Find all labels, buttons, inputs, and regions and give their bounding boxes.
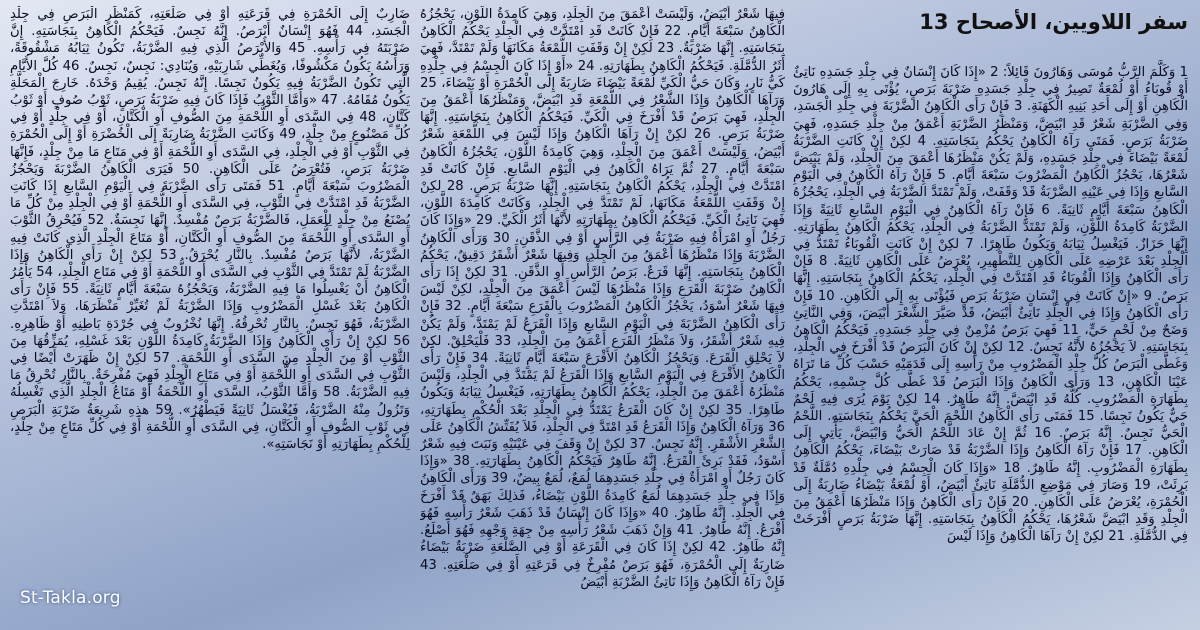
site-logo: St-Takla.org xyxy=(20,588,121,608)
text-column-left xyxy=(10,6,410,560)
text-column-right xyxy=(793,8,1188,626)
scripture-text-middle: فِيهَا شَعْرٌ أَبْيَضُ، وَلَيْسَتْ أَعْمَقَ مِنَ الْجِلْدِ، وَهِيَ كَامِدَةُ اللَّوْنِ، يَحْجُزُهُ الْكَاهِنُ سَبْعَةَ أَيَّامٍ. 22 فَإِنْ كَانَتْ قَدِ امْتَدَّتْ فِي الْجِلْدِ يَحْكُمُ الْكَاهِنُ بِنَجَاسَتِهِ. إِنَّهَا ضَرْبَةٌ. 23 لكِنْ إِنْ وَقَفَتِ اللُّمْعَةُ مَكَانَهَا وَلَمْ تَمْتَدَّ، فَهِيَ أَثَرُ الدُّمَّلَةِ. فَيَحْكُمُ الْكَاهِنُ بِطَهَارَتِهِ. 24 «أَوْ إِذَا كَانَ الْجِسْمُ فِي جِلْدِهِ كَيُّ نَارٍ، وَكَانَ حَيُّ الْكَيِّ لُمْعَةً بَيْضَاءَ ضَارِبَةً إِلَى الْحُمْرَةِ أَوْ بَيْضَاءَ، 25 وَرَآهَا الْكَاهِنُ وَإِذَا الشَّعْرُ فِي اللُّمْعَةِ قَدِ ابْيَضَّ، وَمَنْظَرُهَا أَعْمَقُ مِنَ الْجِلْدِ، فَهِيَ بَرَصٌ قَدْ أَفْرَخَ فِي الْكَيِّ. فَيَحْكُمُ الْكَاهِنُ بِنَجَاسَتِهِ. إِنَّهَا ضَرْبَةُ بَرَصٍ. 26 لكِنْ إِنْ رَآهَا الْكَاهِنُ وَإِذَا لَيْسَ فِي اللُّمْعَةِ شَعْرٌ أَبْيَضُ، وَلَيْسَتْ أَعْمَقَ مِنَ الْجِلْدِ، وَهِيَ كَامِدَةُ اللَّوْنِ، يَحْجُزُهُ الْكَاهِنُ سَبْعَةَ أَيَّامٍ. 27 ثُمَّ يَرَاهُ الْكَاهِنُ فِي الْيَوْمِ السَّابعِ. فَإِنْ كَانَتْ قَدِ امْتَدَّتْ فِي الْجِلْدِ، يَحْكُمُ الْكَاهِنُ بِنَجَاسَتِهِ. إِنَّهَا ضَرْبَةُ بَرَصٍ. 28 لكِنْ إِنْ وَقَفَتِ اللُّمْعَةُ مَكَانَهَا، لَمْ تَمْتَدَّ فِي الْجِلْدِ، وَكَانَتْ كَامِدَةَ اللَّوْنِ، فَهِيَ نَاتِئُ الْكَيِّ. فَيَحْكُمُ الْكَاهِنُ بِطَهَارَتِهِ لأَنَّهَا أَثَرُ الْكَيِّ. 29 «وَإِذَا كَانَ رَجُلٌ أَوِ امْرَأَةٌ فِيهِ ضَرْبَةٌ فِي الرَّأْسِ أَوْ فِي الذَّقَنِ، 30 وَرَأَى الْكَاهِنُ الضَّرْبَةَ وَإِذَا مَنْظَرُهَا أَعْمَقُ مِنَ الْجِلْدِ، وَفِيهَا شَعْرٌ أَشْقَرُ دَقِيقٌ، يَحْكُمُ الْكَاهِنُ بِنَجَاسَتِهِ. إِنَّهَا قَرَعٌ. بَرَصُ الرَّأْسِ أَوِ الذَّقَنِ. 31 لكِنْ إِذَا رَأَى الْكَاهِنُ ضَرْبَةَ الْقَرَعِ وَإِذَا مَنْظَرُهَا لَيْسَ أَعْمَقَ مِنَ الْجِلْدِ، لكِنْ لَيْسَ فِيهَا شَعْرٌ أَسْوَدُ، يَحْجُزُ الْكَاهِنُ الْمَضْرُوبَ بِالْقَرَعِ سَبْعَةَ أَيَّامٍ. 32 فَإِنْ رَأَى الْكَاهِنُ الضَّرْبَةَ فِي الْيَوْمِ السَّابعِ وَإِذَا الْقَرَعُ لَمْ يَمْتَدَّ، وَلَمْ يَكُنْ فِيهِ شَعْرٌ أَشْقَرُ، وَلاَ مَنْظَرُ الْقَرَعِ أَعْمَقُ مِنَ الْجِلْدِ، 33 فَلْيَحْلِقْ. لكِنْ لاَ يَحْلِقِ الْقَرَعَ. وَيَحْجُزُ الْكَاهِنُ الأَقْرَعَ سَبْعَةَ أَيَّامٍ ثَانِيَةً. 34 فَإِنْ رَأَى الْكَاهِنُ الأَقْرَعَ فِي الْيَوْمِ السَّابعِ وَإِذَا الْقَرَعُ لَمْ يَمْتَدَّ فِي الْجِلْدِ، وَلَيْسَ مَنْظَرُهُ أَعْمَقَ مِنَ الْجِلْدِ، يَحْكُمُ الْكَاهِنُ بِطَهَارَتِهِ، فَيَغْسِلُ ثِيَابَهُ وَيَكُونُ طَاهِرًا. 35 لكِنْ إِنْ كَانَ الْقَرَعُ يَمْتَدُّ فِي الْجِلْدِ بَعْدَ الْحُكْمِ بِطَهَارَتِهِ، 36 وَرَآهُ الْكَاهِنُ وَإِذَا الْقَرَعُ قَدِ امْتَدَّ فِي الْجِلْدِ، فَلاَ يُفَتِّشُ الْكَاهِنُ عَلَى الشَّعْرِ الأَشْقَرِ. إِنَّهُ نَجِسٌ. 37 لكِنْ إِنْ وَقَفَ فِي عَيْنَيْهِ وَنَبَتَ فِيهِ شَعْرٌ أَسْوَدُ، فَقَدْ بَرِئَ الْقَرَعُ. إِنَّهُ طَاهِرٌ فَيَحْكُمُ الْكَاهِنُ بِطَهَارَتِهِ. 38 «وَإِذَا كَانَ رَجُلٌ أَوِ امْرَأَةٌ فِي جِلْدِ جَسَدِهِمَا لُمَعٌ، لُمَعٌ بِيضٌ، 39 وَرَأَى الْكَاهِنُ وَإِذَا فِي جِلْدِ جَسَدِهِمَا لُمَعٌ كَامِدَةُ اللَّوْنِ بَيْضَاءُ، فَذلِكَ بَهَقٌ قَدْ أَفْرَخَ فِي الْجِلْدِ. إِنَّهُ طَاهِرٌ. 40 «وَإِذَا كَانَ إِنْسَانٌ قَدْ ذَهَبَ شَعْرُ رَأْسِهِ فَهُوَ أَقْرَعُ. إِنَّهُ طَاهِرٌ. 41 وَإِنْ ذَهَبَ شَعْرُ رَأْسِهِ مِنْ جِهَةِ وَجْهِهِ فَهُوَ أَصْلَعُ. إِنَّهُ طَاهِرٌ. 42 لكِنْ إِذَا كَانَ فِي الْقَرَعَةِ أَوْ فِي الصَّلْعَةِ ضَرْبَةٌ بَيْضَاءُ ضَارِبَةٌ إِلَى الْحُمْرَةِ، فَهُوَ بَرَصٌ مُفْرِخٌ فِي قَرَعَتِهِ أَوْ فِي صَلْعَتِهِ. 43 فَإِنْ رَآهُ الْكَاهِنُ وَإِذَا نَاتِئُ الضَّرْبَةِ أَبْيَضُ xyxy=(420,7,785,590)
page-title: سفر اللاويين، الأصحاح 13 xyxy=(919,10,1188,34)
text-column-middle xyxy=(420,6,785,626)
scripture-text-left: ضَارِبٌ إِلَى الْحُمْرَةِ فِي قَرَعَتِهِ أَوْ فِي صَلْعَتِهِ، كَمَنْظَرِ الْبَرَصِ فِي جِلْدِ الْجَسَدِ، 44 فَهُوَ إِنْسَانٌ أَبْرَصُ. إِنَّهُ نَجِسٌ. فَيَحْكُمُ الْكَاهِنُ بِنَجَاسَتِهِ. إِنَّ ضَرْبَتَهُ فِي رَأْسِهِ. 45 وَالأَبْرَصُ الَّذِي فِيهِ الضَّرْبَةُ، تَكُونُ ثِيَابُهُ مَشْقُوقَةً، وَرَأْسُهُ يَكُونُ مَكْشُوفًا، وَيُغَطِّي شَارِبَيْهِ، وَيُنَادِي: نَجِسٌ، نَجِسٌ. 46 كُلَّ الأَيَّامِ الَّتِي تَكُونُ الضَّرْبَةُ فِيهِ يَكُونُ نَجِسًا. إِنَّهُ نَجِسٌ. يُقِيمُ وَحْدَهُ. خَارِجَ الْمَحَلَّةِ يَكُونُ مُقَامُهُ. 47 «وَأَمَّا الثَّوْبُ فَإِذَا كَانَ فِيهِ ضَرْبَةُ بَرَصٍ، ثَوْبُ صُوفٍ أَوْ ثَوْبُ كَتَّانٍ، 48 فِي السَّدَى أَوِ اللُّحْمَةِ مِنَ الصُّوفِ أَوِ الْكَتَّانِ، أَوْ فِي جِلْدٍ أَوْ فِي كُلِّ مَصْنُوعٍ مِنْ جِلْدٍ، 49 وَكَانَتِ الضَّرْبَةُ ضَارِبَةً إِلَى الْخُضْرَةِ أَوْ إِلَى الْحُمْرَةِ فِي الثَّوْبِ أَوْ فِي الْجِلْدِ، فِي السَّدَى أَوِ اللُّحْمَةِ أَوْ فِي مَتَاعٍ مَا مِنْ جِلْدٍ، فَإِنَّهَا ضَرْبَةُ بَرَصٍ، فَتُعْرَضُ عَلَى الْكَاهِنِ. 50 فَيَرَى الْكَاهِنُ الضَّرْبَةَ وَيَحْجُزُ الْمَضْرُوبَ سَبْعَةَ أَيَّامٍ. 51 فَمَتَى رَأَى الضَّرْبَةَ فِي الْيَوْمِ السَّابعِ إِذَا كَانَتِ الضَّرْبَةُ قَدِ امْتَدَّتْ فِي الثَّوْبِ، فِي السَّدَى أَوِ اللُّحْمَةِ أَوْ فِي الْجِلْدِ مِنْ كُلِّ مَا يُصْنَعُ مِنْ جِلْدٍ لِلْعَمَلِ، فَالضَّرْبَةُ بَرَصٌ مُفْسِدٌ. إِنَّهَا نَجِسَةٌ. 52 فَيُحْرِقُ الثَّوْبَ أَوِ السَّدَى أَوِ اللُّحْمَةَ مِنَ الصُّوفِ أَوِ الْكَتَّانِ، أَوْ مَتَاعَ الْجِلْدِ الَّذِي كَانَتْ فِيهِ الضَّرْبَةُ، لأَنَّهَا بَرَصٌ مُفْسِدٌ. بِالنَّارِ يُحْرَقُ. 53 لكِنْ إِنْ رَأَى الْكَاهِنُ وَإِذَا الضَّرْبَةُ لَمْ تَمْتَدَّ فِي الثَّوْبِ فِي السَّدَى أَوِ اللُّحْمَةِ أَوْ فِي مَتَاعِ الْجِلْدِ، 54 يَأْمُرُ الْكَاهِنُ أَنْ يَغْسِلُوا مَا فِيهِ الضَّرْبَةُ، وَيَحْجُزُهُ سَبْعَةَ أَيَّامٍ ثَانِيَةً. 55 فَإِنْ رَأَى الْكَاهِنُ بَعْدَ غَسْلِ الْمَضْرُوبِ وَإِذَا الضَّرْبَةُ لَمْ تُغَيِّرْ مَنْظَرَهَا، وَلاَ امْتَدَّتِ الضَّرْبَةُ، فَهُوَ نَجِسٌ. بِالنَّارِ تُحْرِقُهُ. إِنَّهَا نُخْرُوبٌ فِي جُرْدَةِ بَاطِنِهِ أَوْ ظَاهِرِهِ. 56 لكِنْ إِنْ رَأَى الْكَاهِنُ وَإِذَا الضَّرْبَةُ كَامِدَةُ اللَّوْنِ بَعْدَ غَسْلِهِ، يُمَزِّقُهَا مِنَ الثَّوْبِ أَوْ مِنَ الْجِلْدِ مِنَ السَّدَى أَوِ اللُّحْمَةِ. 57 لكِنْ إِنْ ظَهَرَتْ أَيْضًا فِي الثَّوْبِ فِي السَّدَى أَوِ اللُّحْمَةِ أَوْ فِي مَتَاعِ الْجِلْدِ فَهِيَ مُفْرِخَةٌ. بِالنَّارِ تُحْرِقُ مَا فِيهِ الضَّرْبَةُ. 58 وَأَمَّا الثَّوْبُ، السَّدَى أَوِ اللُّحْمَةُ أَوْ مَتَاعُ الْجِلْدِ الَّذِي تَغْسِلُهُ وَتَزُولُ مِنْهُ الضَّرْبَةُ، فَيُغْسَلُ ثَانِيَةً فَيَطْهُرُ». 59 هذِهِ شَرِيعَةُ ضَرْبَةِ الْبَرَصِ فِي ثَوْبِ الصُّوفِ أَوِ الْكَتَّانِ، فِي السَّدَى أَوِ اللُّحْمَةِ أَوْ فِي كُلِّ مَتَاعٍ مِنْ جِلْدٍ، لِلْحُكْمِ بِطَهَارَتِهِ أَوْ نَجَاسَتِهِ». xyxy=(10,7,410,453)
scripture-text-right: 1 وَكَلَّمَ الرَّبُّ مُوسَى وَهَارُونَ قَائِلاً: 2 «إِذَا كَانَ إِنْسَانٌ فِي جِلْدِ جَسَدِهِ نَاتِئٌ أَوْ قُوبَاءُ أَوْ لُمْعَةٌ تَصِيرُ فِي جِلْدِ جَسَدِهِ ضَرْبَةَ بَرَصٍ، يُؤْتَى بِهِ إِلَى هَارُونَ الْكَاهِنِ أَوْ إِلَى أَحَدِ بَنِيهِ الْكَهَنَةِ. 3 فَإِنْ رَأَى الْكَاهِنُ الضَّرْبَةَ فِي جِلْدِ الْجَسَدِ، وَفِي الضَّرْبَةِ شَعْرٌ قَدِ ابْيَضَّ، وَمَنْظَرُ الضَّرْبَةِ أَعْمَقُ مِنْ جِلْدِ جَسَدِهِ، فَهِيَ ضَرْبَةُ بَرَصٍ. فَمَتَى رَآهُ الْكَاهِنُ يَحْكُمُ بِنَجَاسَتِهِ. 4 لكِنْ إِنْ كَانَتِ الضَّرْبَةُ لُمْعَةً بَيْضَاءَ فِي جِلْدِ جَسَدِهِ، وَلَمْ يَكُنْ مَنْظَرُهَا أَعْمَقَ مِنَ الْجِلْدِ، وَلَمْ يَبْيَضَّ شَعْرُهَا، يَحْجُزُ الْكَاهِنُ الْمَضْرُوبَ سَبْعَةَ أَيَّامٍ. 5 فَإِنْ رَآهُ الْكَاهِنُ فِي الْيَوْمِ السَّابعِ وَإِذَا فِي عَيْنِهِ الضَّرْبَةُ قَدْ وَقَفَتْ، وَلَمْ تَمْتَدَّ الضَّرْبَةُ فِي الْجِلْدِ، يَحْجُزُهُ الْكَاهِنُ سَبْعَةَ أَيَّامٍ ثَانِيَةً. 6 فَإِنْ رَآهُ الْكَاهِنُ فِي الْيَوْمِ السَّابعِ ثَانِيَةً وَإِذَا الضَّرْبَةُ كَامِدَةُ اللَّوْنِ، وَلَمْ تَمْتَدَّ الضَّرْبَةُ فِي الْجِلْدِ، يَحْكُمُ الْكَاهِنُ بِطَهَارَتِهِ. إِنَّهَا حَزَازٌ. فَيَغْسِلُ ثِيَابَهُ وَيَكُونُ طَاهِرًا. 7 لكِنْ إِنْ كَانَتِ الْقُوبَاءُ تَمْتَدُّ فِي الْجِلْدِ بَعْدَ عَرْضِهِ عَلَى الْكَاهِنِ لِلتَّطْهِيرِ، يُعْرَضُ عَلَى الْكَاهِنِ ثَانِيَةً. 8 فَإِنْ رَأَى الْكَاهِنُ وَإِذَا الْقُوبَاءُ قَدِ امْتَدَّتْ فِي الْجِلْدِ، يَحْكُمُ الْكَاهِنُ بِنَجَاسَتِهِ. إِنَّهَا بَرَصٌ. 9 «إِنْ كَانَتْ فِي إِنْسَانٍ ضَرْبَةُ بَرَصٍ فَيُؤْتَى بِهِ إِلَى الْكَاهِنِ. 10 فَإِنْ رَأَى الْكَاهِنُ وَإِذَا فِي الْجِلْدِ نَاتِئٌ أَبْيَضُ، قَدْ صَيَّرَ الشَّعْرَ أَبْيَضَ، وَفِي النَّاتِئِ وَضَحٌ مِنْ لَحْمٍ حَيٍّ، 11 فَهِيَ بَرَصٌ مُزْمِنٌ فِي جِلْدِ جَسَدِهِ. فَيَحْكُمُ الْكَاهِنُ بِنَجَاسَتِهِ. لاَ يَحْجُزُهُ لأَنَّهُ نَجِسٌ. 12 لكِنْ إِنْ كَانَ الْبَرَصُ قَدْ أَفْرَخَ فِي الْجِلْدِ، وَغَطَّى الْبَرَصُ كُلَّ جِلْدِ الْمَضْرُوبِ مِنْ رَأْسِهِ إِلَى قَدَمَيْهِ حَسْبَ كُلِّ مَا تَرَاهُ عَيْنَا الْكَاهِنِ، 13 وَرَأَى الْكَاهِنُ وَإِذَا الْبَرَصُ قَدْ غَطَّى كُلَّ جِسْمِهِ، يَحْكُمُ بِطَهَارَةِ الْمَضْرُوبِ. كُلُّهُ قَدِ ابْيَضَّ. إِنَّهُ طَاهِرٌ. 14 لكِنْ يَوْمَ يُرَى فِيهِ لَحْمٌ حَيٌّ يَكُونُ نَجِسًا. 15 فَمَتَى رَأَى الْكَاهِنُ اللَّحْمَ الْحَيَّ يَحْكُمُ بِنَجَاسَتِهِ. اللَّحْمُ الْحَيُّ نَجِسٌ. إِنَّهُ بَرَصٌ. 16 ثُمَّ إِنْ عَادَ اللَّحْمُ الْحَيُّ وَابْيَضَّ، يَأْتِي إِلَى الْكَاهِنِ. 17 فَإِنْ رَآهُ الْكَاهِنُ وَإِذَا الضَّرْبَةُ قَدْ صَارَتْ بَيْضَاءَ، يَحْكُمُ الْكَاهِنُ بِطَهَارَةِ الْمَضْرُوبِ. إِنَّهُ طَاهِرٌ. 18 «وَإِذَا كَانَ الْجِسْمُ فِي جِلْدِهِ دُمَّلَةٌ قَدْ بَرِئَتْ، 19 وَصَارَ فِي مَوْضِعِ الدُّمَّلَةِ نَاتِئٌ أَبْيَضُ، أَوْ لُمْعَةٌ بَيْضَاءُ ضَارِبَةٌ إِلَى الْحُمْرَةِ، يُعْرَضُ عَلَى الْكَاهِنِ. 20 فَإِنْ رَأَى الْكَاهِنُ وَإِذَا مَنْظَرُهَا أَعْمَقُ مِنَ الْجِلْدِ وَقَدِ ابْيَضَّ شَعْرُهَا، يَحْكُمُ الْكَاهِنُ بِنَجَاسَتِهِ. إِنَّهَا ضَرْبَةُ بَرَصٍ أَفْرَخَتْ فِي الدُّمَّلَةِ. 21 لكِنْ إِنْ رَآهَا الْكَاهِنُ وَإِذَا لَيْسَ xyxy=(793,65,1188,545)
